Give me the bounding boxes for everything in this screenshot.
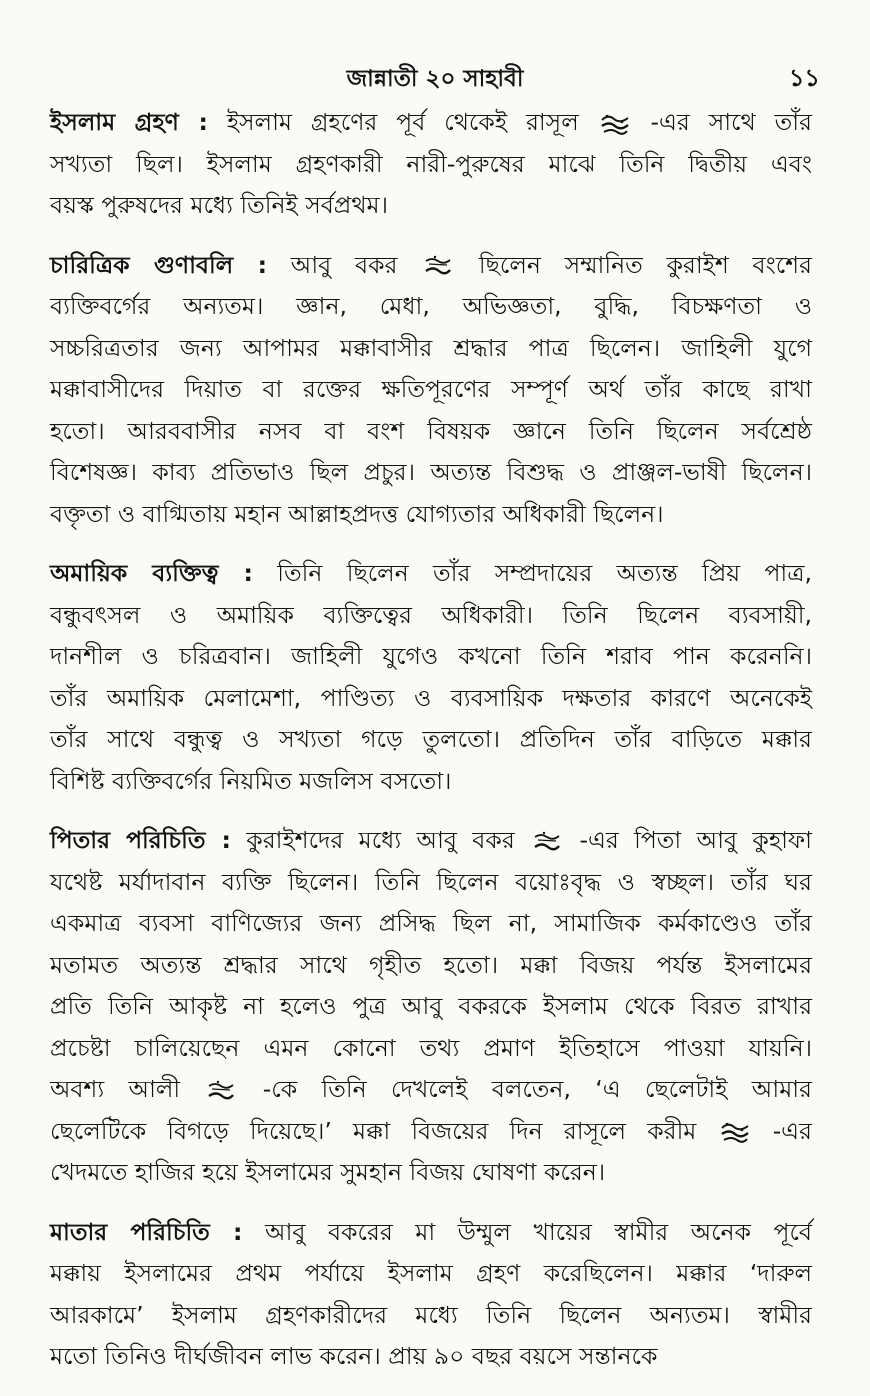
section-heading: ইসলাম গ্রহণ : bbox=[50, 108, 208, 136]
book-title: জান্নাতী ২০ সাহাবী bbox=[346, 66, 524, 92]
text-segment: বিশেষজ্ঞ। কাব্য প্রতিভাও ছিল প্রচুর। অত্যন্ত বিশুদ্ধ ও প্রাঞ্জল-ভাষী ছিলেন। bbox=[50, 458, 812, 486]
text-segment: আবু বকর bbox=[290, 250, 422, 279]
text-line bbox=[50, 1028, 812, 1070]
radiyallahu-calligraphy-icon bbox=[206, 1079, 236, 1103]
text-line bbox=[50, 903, 812, 945]
text-segment: -এর সাথে তাঁর bbox=[650, 108, 812, 136]
text-line bbox=[50, 636, 812, 678]
salutation-calligraphy-icon bbox=[720, 1120, 750, 1144]
page-number: ১১ bbox=[788, 64, 820, 92]
text-segment: হতো। আরববাসীর নসব বা বংশ বিষয়ক জ্ঞানে তিনি ছিলেন সর্বশ্রেষ্ঠ bbox=[50, 416, 812, 445]
section-heading: পিতার পরিচিতি : bbox=[50, 826, 231, 854]
text-line bbox=[50, 1295, 812, 1337]
text-segment: মক্কায় ইসলামের প্রথম পর্যায়ে ইসলাম গ্রহণ করেছিলেন। মক্কার ‘দারুল bbox=[50, 1259, 812, 1287]
text-line bbox=[50, 553, 812, 595]
section-heading: চারিত্রিক গুণাবলি : bbox=[50, 250, 268, 279]
text-segment: তিনি ছিলেন তাঁর সম্প্রদায়ের অত্যন্ত প্রিয় পাত্র, bbox=[277, 559, 812, 587]
text-line bbox=[50, 719, 812, 761]
text-segment: সখ্যতা ছিল। ইসলাম গ্রহণকারী নারী-পুরুষের মাঝে তিনি দ্বিতীয় এবং bbox=[50, 149, 812, 178]
text-line bbox=[50, 820, 812, 862]
salutation-calligraphy-icon bbox=[600, 112, 630, 136]
text-segment: মতো তিনিও দীর্ঘজীবন লাভ করেন। প্রায় ৯০ বছর বয়সে সন্তানকে bbox=[50, 1342, 658, 1370]
text-line bbox=[50, 245, 812, 287]
paragraph bbox=[50, 553, 812, 802]
paragraph bbox=[50, 102, 812, 227]
text-line bbox=[50, 286, 812, 328]
section-heading: অমায়িক ব্যক্তিত্ব : bbox=[50, 559, 253, 587]
text-segment: যথেষ্ট মর্যাদাবান ব্যক্তি ছিলেন। তিনি ছিলেন বয়োঃবৃদ্ধ ও স্বচ্ছল। তাঁর ঘর bbox=[50, 867, 812, 896]
body-text bbox=[50, 102, 812, 1396]
radiyallahu-calligraphy-icon bbox=[423, 254, 453, 278]
text-line bbox=[50, 328, 812, 370]
running-header bbox=[0, 56, 870, 96]
text-segment: বিশিষ্ট ব্যক্তিবর্গের নিয়মিত মজলিস বসতো। bbox=[50, 766, 452, 795]
text-line bbox=[50, 411, 812, 453]
text-segment: তাঁর সাথে বন্ধুত্ব ও সখ্যতা গড়ে তুলতো। প্রতিদিন তাঁর বাড়িতে মক্কার bbox=[50, 725, 812, 753]
text-segment: একমাত্র ব্যবসা বাণিজ্যের জন্য প্রসিদ্ধ ছিল না, সামাজিক কর্মকাণ্ডেও তাঁর bbox=[50, 909, 812, 937]
text-segment: মক্কাবাসীদের দিয়াত বা রক্তের ক্ষতিপূরণের সম্পূর্ণ অর্থ তাঁর কাছে রাখা bbox=[50, 375, 812, 403]
text-line bbox=[50, 986, 812, 1028]
text-line bbox=[50, 1336, 812, 1378]
text-segment: খেদমতে হাজির হয়ে ইসলামের সুমহান বিজয় ঘোষণা করেন। bbox=[50, 1158, 606, 1186]
text-segment: আরকামে’ ইসলাম গ্রহণকারীদের মধ্যে তিনি ছিলেন অন্যতম। স্বামীর bbox=[50, 1300, 812, 1329]
text-line bbox=[50, 761, 812, 803]
text-line bbox=[50, 862, 812, 904]
text-line bbox=[50, 369, 812, 411]
text-segment: প্রচেষ্টা চালিয়েছেন এমন কোনো তথ্য প্রমাণ ইতিহাসে পাওয়া যায়নি। bbox=[50, 1033, 812, 1062]
text-segment: ব্যক্তিবর্গের অন্যতম। জ্ঞান, মেধা, অভিজ্ঞতা, বুদ্ধি, বিচক্ষণতা ও bbox=[50, 292, 812, 320]
text-line bbox=[50, 1069, 812, 1111]
text-segment: প্রতি তিনি আকৃষ্ট না হলেও পুত্র আবু বকরকে ইসলাম থেকে বিরত রাখার bbox=[50, 992, 812, 1020]
text-segment: তাঁর অমায়িক মেলামেশা, পাণ্ডিত্য ও ব্যবসায়িক দক্ষতার কারণে অনেকেই bbox=[50, 683, 812, 712]
text-segment: বন্ধুবৎসল ও অমায়িক ব্যক্তিত্বের অধিকারী। তিনি ছিলেন ব্যবসায়ী, bbox=[50, 600, 812, 629]
text-line bbox=[50, 1111, 812, 1153]
text-line bbox=[50, 144, 812, 186]
text-line bbox=[50, 1212, 812, 1254]
text-segment: অবশ্য আলী bbox=[50, 1075, 205, 1103]
text-line bbox=[50, 1253, 812, 1295]
text-line bbox=[50, 494, 812, 536]
text-segment: -কে তিনি দেখলেই বলতেন, ‘এ ছেলেটাই আমার bbox=[262, 1075, 812, 1103]
text-line bbox=[50, 945, 812, 987]
text-segment: বয়স্ক পুরুষদের মধ্যে তিনিই সর্বপ্রথম। bbox=[50, 191, 389, 219]
text-segment: ইসলাম গ্রহণের পূর্ব থেকেই রাসূল bbox=[226, 108, 598, 136]
text-line bbox=[50, 595, 812, 637]
text-segment: বক্তৃতা ও বাগ্মিতায় মহান আল্লাহপ্রদত্ত যোগ্যতার অধিকারী ছিলেন। bbox=[50, 499, 664, 528]
text-line bbox=[50, 678, 812, 720]
paragraph bbox=[50, 820, 812, 1194]
text-line bbox=[50, 102, 812, 144]
text-line bbox=[50, 452, 812, 494]
section-heading: মাতার পরিচিতি : bbox=[50, 1217, 243, 1246]
text-segment: ছেলেটিকে বিগড়ে দিয়েছে।’ মক্কা বিজয়ের দিন রাসূলে করীম bbox=[50, 1116, 718, 1145]
text-segment: মতামত অত্যন্ত শ্রদ্ধার সাথে গৃহীত হতো। মক্কা বিজয় পর্যন্ত ইসলামের bbox=[50, 950, 812, 979]
text-line bbox=[50, 1152, 812, 1194]
text-segment: সচ্চরিত্রতার জন্য আপামর মক্কাবাসীর শ্রদ্ধার পাত্র ছিলেন। জাহিলী যুগে bbox=[50, 333, 812, 362]
text-segment: আবু বকরের মা উম্মুল খায়ের স্বামীর অনেক পূর্বে bbox=[264, 1217, 812, 1246]
text-segment: দানশীল ও চরিত্রবান। জাহিলী যুগেও কখনো তিনি শরাব পান করেননি। bbox=[50, 642, 812, 670]
text-segment: ছিলেন সম্মানিত কুরাইশ বংশের bbox=[478, 250, 812, 279]
radiyallahu-calligraphy-icon bbox=[532, 830, 562, 854]
text-segment: কুরাইশদের মধ্যে আবু বকর bbox=[246, 826, 531, 854]
text-segment: -এর পিতা আবু কুহাফা bbox=[579, 826, 812, 854]
text-line bbox=[50, 185, 812, 227]
paragraph bbox=[50, 245, 812, 536]
paragraph bbox=[50, 1212, 812, 1378]
text-segment: -এর bbox=[772, 1116, 812, 1145]
